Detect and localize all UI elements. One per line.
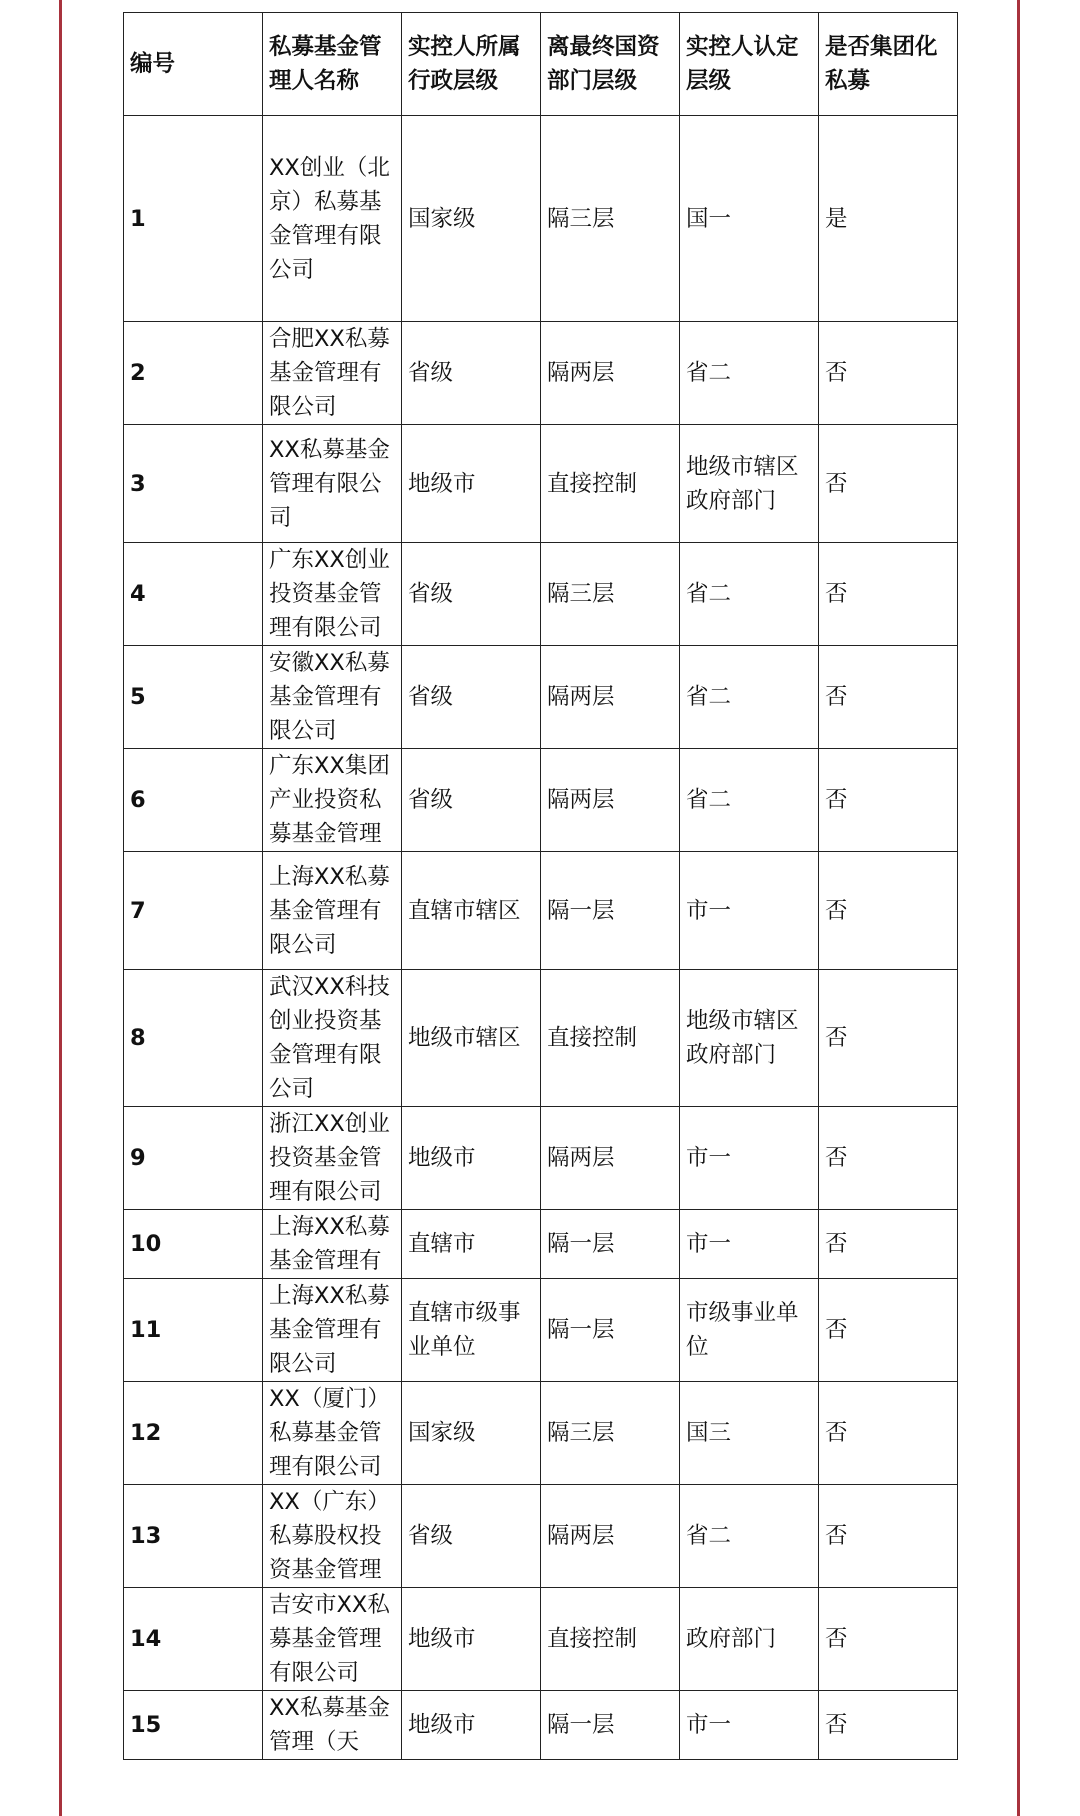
fund-manager-table [123, 12, 958, 1760]
table-row [124, 852, 958, 970]
cell-recognized-level: 市级事业单位 [680, 1279, 819, 1382]
cell-number: 1 [124, 116, 263, 322]
page-frame-right [1017, 0, 1020, 1816]
cell-group: 否 [819, 1691, 958, 1760]
cell-number: 14 [124, 1588, 263, 1691]
cell-manager-name: XX（广东）私募股权投资基金管理 [263, 1485, 402, 1588]
page-frame-left [59, 0, 62, 1816]
cell-group: 否 [819, 1107, 958, 1210]
cell-number: 11 [124, 1279, 263, 1382]
cell-distance-level: 直接控制 [541, 1588, 680, 1691]
cell-admin-level: 省级 [402, 646, 541, 749]
cell-recognized-level: 市一 [680, 1107, 819, 1210]
cell-group: 否 [819, 1485, 958, 1588]
cell-number: 7 [124, 852, 263, 970]
table-row [124, 1588, 958, 1691]
table-row [124, 425, 958, 543]
cell-manager-name: 安徽XX私募基金管理有限公司 [263, 646, 402, 749]
table-row [124, 970, 958, 1107]
cell-admin-level: 省级 [402, 1485, 541, 1588]
cell-manager-name: XX私募基金管理（天 [263, 1691, 402, 1760]
table-header-row [124, 13, 958, 116]
cell-group: 否 [819, 543, 958, 646]
cell-group: 否 [819, 425, 958, 543]
cell-recognized-level: 政府部门 [680, 1588, 819, 1691]
cell-number: 5 [124, 646, 263, 749]
cell-admin-level: 直辖市级事业单位 [402, 1279, 541, 1382]
cell-admin-level: 地级市 [402, 1107, 541, 1210]
cell-distance-level: 隔一层 [541, 1691, 680, 1760]
table-row [124, 116, 958, 322]
cell-admin-level: 省级 [402, 322, 541, 425]
cell-admin-level: 省级 [402, 543, 541, 646]
cell-number: 2 [124, 322, 263, 425]
cell-manager-name: 浙江XX创业投资基金管理有限公司 [263, 1107, 402, 1210]
cell-group: 否 [819, 1588, 958, 1691]
table-row [124, 1382, 958, 1485]
cell-group: 否 [819, 322, 958, 425]
cell-recognized-level: 省二 [680, 1485, 819, 1588]
cell-distance-level: 隔一层 [541, 1279, 680, 1382]
table-row [124, 646, 958, 749]
table-row [124, 1107, 958, 1210]
table-row [124, 1485, 958, 1588]
cell-recognized-level: 国一 [680, 116, 819, 322]
cell-admin-level: 国家级 [402, 116, 541, 322]
cell-group: 否 [819, 1279, 958, 1382]
cell-admin-level: 直辖市辖区 [402, 852, 541, 970]
cell-distance-level: 直接控制 [541, 425, 680, 543]
cell-distance-level: 隔两层 [541, 1107, 680, 1210]
cell-admin-level: 地级市辖区 [402, 970, 541, 1107]
cell-distance-level: 隔两层 [541, 749, 680, 852]
cell-manager-name: 广东XX集团产业投资私募基金管理 [263, 749, 402, 852]
cell-distance-level: 隔两层 [541, 1485, 680, 1588]
cell-manager-name: 合肥XX私募基金管理有限公司 [263, 322, 402, 425]
cell-manager-name: XX创业（北京）私募基金管理有限公司 [263, 116, 402, 322]
cell-recognized-level: 省二 [680, 322, 819, 425]
table-row [124, 322, 958, 425]
cell-number: 4 [124, 543, 263, 646]
header-recognized-level: 实控人认定层级 [680, 13, 819, 116]
cell-group: 否 [819, 852, 958, 970]
cell-number: 8 [124, 970, 263, 1107]
cell-distance-level: 隔三层 [541, 116, 680, 322]
cell-recognized-level: 省二 [680, 646, 819, 749]
cell-admin-level: 国家级 [402, 1382, 541, 1485]
header-number: 编号 [124, 13, 263, 116]
cell-manager-name: 吉安市XX私募基金管理有限公司 [263, 1588, 402, 1691]
cell-manager-name: 上海XX私募基金管理有限公司 [263, 852, 402, 970]
cell-number: 13 [124, 1485, 263, 1588]
table-row [124, 1279, 958, 1382]
cell-recognized-level: 地级市辖区政府部门 [680, 970, 819, 1107]
cell-distance-level: 隔两层 [541, 322, 680, 425]
cell-number: 6 [124, 749, 263, 852]
cell-group: 否 [819, 970, 958, 1107]
header-manager-name: 私募基金管理人名称 [263, 13, 402, 116]
cell-group: 否 [819, 1210, 958, 1279]
cell-recognized-level: 国三 [680, 1382, 819, 1485]
cell-distance-level: 隔两层 [541, 646, 680, 749]
cell-number: 15 [124, 1691, 263, 1760]
cell-manager-name: XX（厦门）私募基金管理有限公司 [263, 1382, 402, 1485]
header-admin-level: 实控人所属行政层级 [402, 13, 541, 116]
table-row [124, 749, 958, 852]
cell-recognized-level: 市一 [680, 1691, 819, 1760]
cell-recognized-level: 市一 [680, 1210, 819, 1279]
cell-recognized-level: 省二 [680, 749, 819, 852]
cell-number: 9 [124, 1107, 263, 1210]
table-row [124, 1210, 958, 1279]
table-row [124, 1691, 958, 1760]
cell-distance-level: 隔三层 [541, 1382, 680, 1485]
cell-distance-level: 隔三层 [541, 543, 680, 646]
cell-manager-name: 上海XX私募基金管理有限公司 [263, 1279, 402, 1382]
cell-recognized-level: 市一 [680, 852, 819, 970]
cell-group: 否 [819, 646, 958, 749]
cell-number: 10 [124, 1210, 263, 1279]
cell-group: 否 [819, 1382, 958, 1485]
header-group: 是否集团化私募 [819, 13, 958, 116]
cell-distance-level: 隔一层 [541, 1210, 680, 1279]
cell-admin-level: 地级市 [402, 1588, 541, 1691]
cell-distance-level: 直接控制 [541, 970, 680, 1107]
cell-manager-name: 广东XX创业投资基金管理有限公司 [263, 543, 402, 646]
cell-group: 是 [819, 116, 958, 322]
table-row [124, 543, 958, 646]
cell-admin-level: 地级市 [402, 1691, 541, 1760]
cell-recognized-level: 地级市辖区政府部门 [680, 425, 819, 543]
cell-manager-name: 上海XX私募基金管理有 [263, 1210, 402, 1279]
cell-admin-level: 省级 [402, 749, 541, 852]
cell-manager-name: XX私募基金管理有限公司 [263, 425, 402, 543]
header-distance-level: 离最终国资部门层级 [541, 13, 680, 116]
cell-distance-level: 隔一层 [541, 852, 680, 970]
cell-number: 3 [124, 425, 263, 543]
cell-number: 12 [124, 1382, 263, 1485]
cell-manager-name: 武汉XX科技创业投资基金管理有限公司 [263, 970, 402, 1107]
cell-admin-level: 地级市 [402, 425, 541, 543]
cell-group: 否 [819, 749, 958, 852]
cell-recognized-level: 省二 [680, 543, 819, 646]
cell-admin-level: 直辖市 [402, 1210, 541, 1279]
